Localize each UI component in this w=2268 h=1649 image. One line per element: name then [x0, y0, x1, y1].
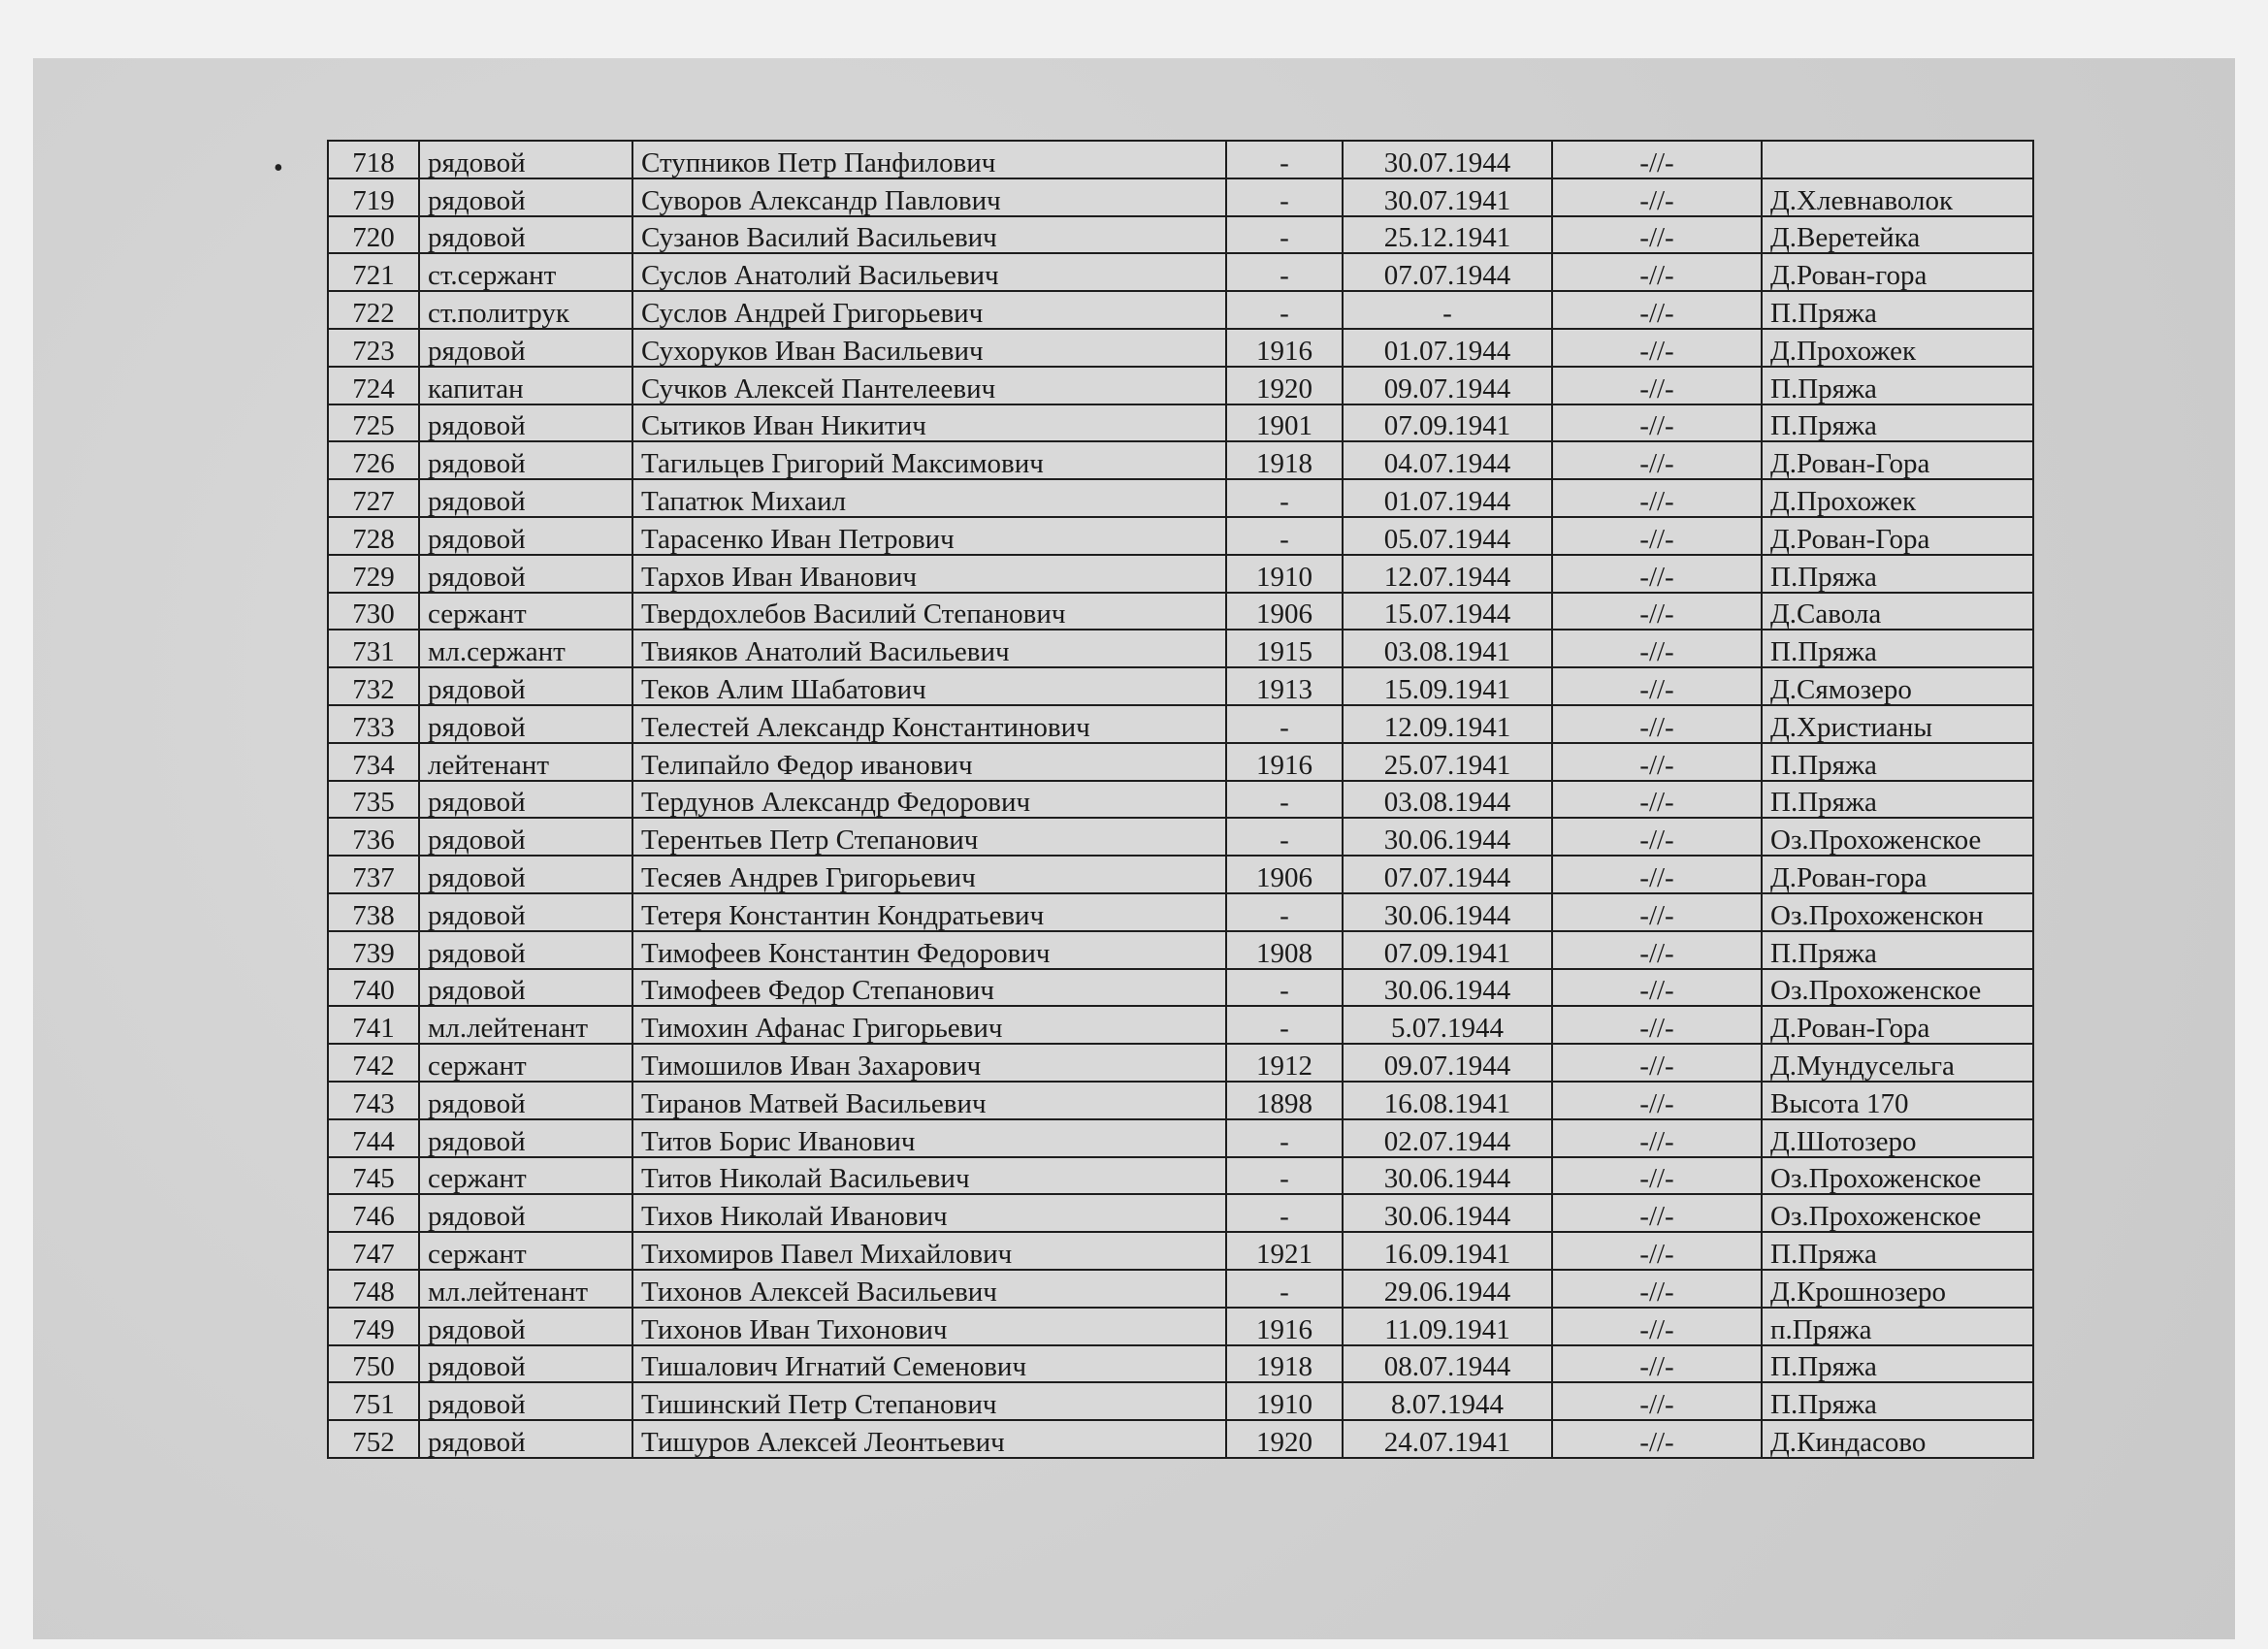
burial-mark-cell: -//- [1552, 517, 1762, 555]
death-date-cell: 30.06.1944 [1343, 1194, 1552, 1232]
row-number: 726 [328, 441, 419, 479]
burial-place-cell: Д.Сямозеро [1762, 667, 2033, 705]
death-date-cell: 16.08.1941 [1343, 1082, 1552, 1119]
burial-mark-cell: -//- [1552, 781, 1762, 819]
row-number: 745 [328, 1157, 419, 1195]
birth-year-cell: - [1226, 291, 1343, 329]
name-cell: Тимофеев Федор Степанович [632, 969, 1226, 1007]
name-cell: Терентьев Петр Степанович [632, 818, 1226, 856]
birth-year-cell: 1906 [1226, 593, 1343, 630]
burial-mark-cell: -//- [1552, 1345, 1762, 1383]
birth-year-cell: 1918 [1226, 441, 1343, 479]
birth-year-cell: 1910 [1226, 555, 1343, 593]
row-number: 722 [328, 291, 419, 329]
rank-cell: рядовой [419, 178, 632, 216]
burial-mark-cell: -//- [1552, 253, 1762, 291]
rank-cell: рядовой [419, 1082, 632, 1119]
margin-mark-icon: • [274, 153, 283, 183]
row-number: 727 [328, 479, 419, 517]
table-row [328, 743, 2033, 781]
death-date-cell: 30.06.1944 [1343, 818, 1552, 856]
burial-mark-cell: -//- [1552, 1270, 1762, 1308]
burial-mark-cell: -//- [1552, 291, 1762, 329]
name-cell: Тердунов Александр Федорович [632, 781, 1226, 819]
table-row [328, 291, 2033, 329]
death-date-cell: 25.07.1941 [1343, 743, 1552, 781]
burial-mark-cell: -//- [1552, 1157, 1762, 1195]
roster-table [327, 140, 2034, 1459]
table-row [328, 1420, 2033, 1458]
birth-year-cell: 1915 [1226, 630, 1343, 667]
rank-cell: капитан [419, 367, 632, 404]
name-cell: Телипайло Федор иванович [632, 743, 1226, 781]
name-cell: Тимофеев Константин Федорович [632, 931, 1226, 969]
birth-year-cell: - [1226, 893, 1343, 931]
rank-cell: рядовой [419, 517, 632, 555]
birth-year-cell: 1913 [1226, 667, 1343, 705]
rank-cell: мл.лейтенант [419, 1006, 632, 1044]
name-cell: Тиранов Матвей Васильевич [632, 1082, 1226, 1119]
rank-cell: рядовой [419, 1194, 632, 1232]
burial-place-cell: Д.Рован-гора [1762, 253, 2033, 291]
death-date-cell: 04.07.1944 [1343, 441, 1552, 479]
name-cell: Тархов Иван Иванович [632, 555, 1226, 593]
name-cell: Тимошилов Иван Захарович [632, 1044, 1226, 1082]
table-row [328, 404, 2033, 442]
burial-place-cell: П.Пряжа [1762, 555, 2033, 593]
table-row [328, 705, 2033, 743]
burial-mark-cell: -//- [1552, 667, 1762, 705]
name-cell: Тарасенко Иван Петрович [632, 517, 1226, 555]
name-cell: Суслов Андрей Григорьевич [632, 291, 1226, 329]
rank-cell: рядовой [419, 856, 632, 893]
burial-mark-cell: -//- [1552, 479, 1762, 517]
name-cell: Тихомиров Павел Михайлович [632, 1232, 1226, 1270]
burial-place-cell: П.Пряжа [1762, 404, 2033, 442]
name-cell: Титов Борис Иванович [632, 1119, 1226, 1157]
table-row [328, 479, 2033, 517]
table-row [328, 367, 2033, 404]
burial-mark-cell: -//- [1552, 1119, 1762, 1157]
burial-place-cell: П.Пряжа [1762, 291, 2033, 329]
table-row [328, 667, 2033, 705]
row-number: 752 [328, 1420, 419, 1458]
row-number: 738 [328, 893, 419, 931]
death-date-cell: 11.09.1941 [1343, 1308, 1552, 1345]
death-date-cell: 02.07.1944 [1343, 1119, 1552, 1157]
table-row [328, 517, 2033, 555]
name-cell: Тишуров Алексей Леонтьевич [632, 1420, 1226, 1458]
death-date-cell: 30.07.1941 [1343, 178, 1552, 216]
row-number: 743 [328, 1082, 419, 1119]
death-date-cell: 05.07.1944 [1343, 517, 1552, 555]
burial-place-cell: п.Пряжа [1762, 1308, 2033, 1345]
roster-body [328, 141, 2033, 1458]
burial-place-cell: Д.Прохожек [1762, 479, 2033, 517]
birth-year-cell: 1920 [1226, 367, 1343, 404]
burial-mark-cell: -//- [1552, 593, 1762, 630]
table-row [328, 969, 2033, 1007]
burial-place-cell: Оз.Прохоженское [1762, 1157, 2033, 1195]
burial-mark-cell: -//- [1552, 1044, 1762, 1082]
rank-cell: рядовой [419, 1308, 632, 1345]
burial-place-cell: Оз.Прохоженское [1762, 969, 2033, 1007]
table-row [328, 216, 2033, 254]
burial-mark-cell: -//- [1552, 1232, 1762, 1270]
row-number: 728 [328, 517, 419, 555]
birth-year-cell: - [1226, 1006, 1343, 1044]
burial-place-cell: П.Пряжа [1762, 931, 2033, 969]
death-date-cell: 15.07.1944 [1343, 593, 1552, 630]
burial-mark-cell: -//- [1552, 931, 1762, 969]
rank-cell: рядовой [419, 931, 632, 969]
row-number: 747 [328, 1232, 419, 1270]
birth-year-cell: 1920 [1226, 1420, 1343, 1458]
row-number: 733 [328, 705, 419, 743]
burial-mark-cell: -//- [1552, 1420, 1762, 1458]
table-row [328, 329, 2033, 367]
name-cell: Телестей Александр Константинович [632, 705, 1226, 743]
row-number: 739 [328, 931, 419, 969]
birth-year-cell: - [1226, 517, 1343, 555]
rank-cell: сержант [419, 593, 632, 630]
row-number: 736 [328, 818, 419, 856]
row-number: 750 [328, 1345, 419, 1383]
rank-cell: рядовой [419, 141, 632, 178]
row-number: 730 [328, 593, 419, 630]
burial-mark-cell: -//- [1552, 1382, 1762, 1420]
rank-cell: рядовой [419, 329, 632, 367]
birth-year-cell: 1916 [1226, 743, 1343, 781]
name-cell: Тихонов Алексей Васильевич [632, 1270, 1226, 1308]
burial-place-cell: Д.Веретейка [1762, 216, 2033, 254]
table-row [328, 1006, 2033, 1044]
burial-place-cell: Д.Рован-Гора [1762, 1006, 2033, 1044]
death-date-cell: 12.07.1944 [1343, 555, 1552, 593]
table-row [328, 630, 2033, 667]
row-number: 718 [328, 141, 419, 178]
death-date-cell: 12.09.1941 [1343, 705, 1552, 743]
table-row [328, 1232, 2033, 1270]
burial-mark-cell: -//- [1552, 893, 1762, 931]
death-date-cell: 24.07.1941 [1343, 1420, 1552, 1458]
name-cell: Сучков Алексей Пантелеевич [632, 367, 1226, 404]
death-date-cell: 08.07.1944 [1343, 1345, 1552, 1383]
burial-place-cell: Оз.Прохоженскон [1762, 893, 2033, 931]
name-cell: Ступников Петр Панфилович [632, 141, 1226, 178]
death-date-cell: 30.06.1944 [1343, 1157, 1552, 1195]
rank-cell: рядовой [419, 216, 632, 254]
death-date-cell: 07.09.1941 [1343, 404, 1552, 442]
burial-place-cell: Д.Христианы [1762, 705, 2033, 743]
row-number: 749 [328, 1308, 419, 1345]
burial-mark-cell: -//- [1552, 856, 1762, 893]
death-date-cell: 07.07.1944 [1343, 856, 1552, 893]
table-row [328, 593, 2033, 630]
table-row [328, 931, 2033, 969]
rank-cell: рядовой [419, 555, 632, 593]
birth-year-cell: 1916 [1226, 329, 1343, 367]
birth-year-cell: - [1226, 216, 1343, 254]
death-date-cell: 5.07.1944 [1343, 1006, 1552, 1044]
death-date-cell: 01.07.1944 [1343, 329, 1552, 367]
rank-cell: рядовой [419, 1382, 632, 1420]
table-row [328, 818, 2033, 856]
table-row [328, 1308, 2033, 1345]
name-cell: Тихов Николай Иванович [632, 1194, 1226, 1232]
rank-cell: сержант [419, 1157, 632, 1195]
burial-place-cell: П.Пряжа [1762, 367, 2033, 404]
row-number: 737 [328, 856, 419, 893]
row-number: 724 [328, 367, 419, 404]
rank-cell: рядовой [419, 667, 632, 705]
birth-year-cell: 1912 [1226, 1044, 1343, 1082]
burial-place-cell: Д.Мундусельга [1762, 1044, 2033, 1082]
burial-place-cell: Д.Шотозеро [1762, 1119, 2033, 1157]
row-number: 735 [328, 781, 419, 819]
row-number: 721 [328, 253, 419, 291]
name-cell: Тихонов Иван Тихонович [632, 1308, 1226, 1345]
rank-cell: сержант [419, 1044, 632, 1082]
table-row [328, 1157, 2033, 1195]
rank-cell: рядовой [419, 818, 632, 856]
burial-place-cell: Д.Савола [1762, 593, 2033, 630]
burial-mark-cell: -//- [1552, 404, 1762, 442]
row-number: 748 [328, 1270, 419, 1308]
table-row [328, 141, 2033, 178]
birth-year-cell: - [1226, 1194, 1343, 1232]
burial-mark-cell: -//- [1552, 555, 1762, 593]
death-date-cell: - [1343, 291, 1552, 329]
death-date-cell: 01.07.1944 [1343, 479, 1552, 517]
burial-place-cell: Д.Рован-Гора [1762, 517, 2033, 555]
table-row [328, 253, 2033, 291]
birth-year-cell: 1901 [1226, 404, 1343, 442]
burial-place-cell [1762, 141, 2033, 178]
row-number: 729 [328, 555, 419, 593]
table-row [328, 1270, 2033, 1308]
rank-cell: рядовой [419, 441, 632, 479]
name-cell: Суслов Анатолий Васильевич [632, 253, 1226, 291]
name-cell: Тетеря Константин Кондратьевич [632, 893, 1226, 931]
burial-mark-cell: -//- [1552, 1006, 1762, 1044]
burial-mark-cell: -//- [1552, 705, 1762, 743]
burial-mark-cell: -//- [1552, 141, 1762, 178]
birth-year-cell: 1898 [1226, 1082, 1343, 1119]
burial-place-cell: Д.Крошнозеро [1762, 1270, 2033, 1308]
birth-year-cell: - [1226, 253, 1343, 291]
death-date-cell: 15.09.1941 [1343, 667, 1552, 705]
burial-place-cell: П.Пряжа [1762, 1232, 2033, 1270]
birth-year-cell: 1921 [1226, 1232, 1343, 1270]
name-cell: Тимохин Афанас Григорьевич [632, 1006, 1226, 1044]
row-number: 725 [328, 404, 419, 442]
row-number: 744 [328, 1119, 419, 1157]
birth-year-cell: - [1226, 705, 1343, 743]
table-row [328, 178, 2033, 216]
rank-cell: рядовой [419, 705, 632, 743]
rank-cell: ст.сержант [419, 253, 632, 291]
name-cell: Твияков Анатолий Васильевич [632, 630, 1226, 667]
row-number: 740 [328, 969, 419, 1007]
birth-year-cell: 1918 [1226, 1345, 1343, 1383]
burial-place-cell: Д.Прохожек [1762, 329, 2033, 367]
burial-mark-cell: -//- [1552, 178, 1762, 216]
rank-cell: сержант [419, 1232, 632, 1270]
rank-cell: рядовой [419, 1345, 632, 1383]
death-date-cell: 09.07.1944 [1343, 367, 1552, 404]
burial-place-cell: П.Пряжа [1762, 743, 2033, 781]
table-row [328, 1119, 2033, 1157]
burial-place-cell: Д.Киндасово [1762, 1420, 2033, 1458]
death-date-cell: 30.07.1944 [1343, 141, 1552, 178]
row-number: 741 [328, 1006, 419, 1044]
death-date-cell: 30.06.1944 [1343, 893, 1552, 931]
rank-cell: рядовой [419, 1420, 632, 1458]
row-number: 723 [328, 329, 419, 367]
death-date-cell: 16.09.1941 [1343, 1232, 1552, 1270]
birth-year-cell: - [1226, 1270, 1343, 1308]
burial-mark-cell: -//- [1552, 367, 1762, 404]
rank-cell: лейтенант [419, 743, 632, 781]
birth-year-cell: - [1226, 1119, 1343, 1157]
burial-place-cell: Д.Хлевнаволок [1762, 178, 2033, 216]
birth-year-cell: - [1226, 781, 1343, 819]
rank-cell: рядовой [419, 781, 632, 819]
birth-year-cell: - [1226, 178, 1343, 216]
burial-place-cell: П.Пряжа [1762, 1345, 2033, 1383]
table-row [328, 1044, 2033, 1082]
name-cell: Сухоруков Иван Васильевич [632, 329, 1226, 367]
row-number: 719 [328, 178, 419, 216]
table-row [328, 555, 2033, 593]
death-date-cell: 07.07.1944 [1343, 253, 1552, 291]
row-number: 732 [328, 667, 419, 705]
burial-place-cell: Оз.Прохоженское [1762, 1194, 2033, 1232]
row-number: 746 [328, 1194, 419, 1232]
rank-cell: ст.политрук [419, 291, 632, 329]
death-date-cell: 29.06.1944 [1343, 1270, 1552, 1308]
name-cell: Тагильцев Григорий Максимович [632, 441, 1226, 479]
name-cell: Сузанов Василий Васильевич [632, 216, 1226, 254]
table-row [328, 893, 2033, 931]
row-number: 734 [328, 743, 419, 781]
death-date-cell: 09.07.1944 [1343, 1044, 1552, 1082]
burial-mark-cell: -//- [1552, 329, 1762, 367]
table-row [328, 1382, 2033, 1420]
rank-cell: рядовой [419, 893, 632, 931]
name-cell: Тишалович Игнатий Семенович [632, 1345, 1226, 1383]
burial-place-cell: П.Пряжа [1762, 630, 2033, 667]
death-date-cell: 03.08.1944 [1343, 781, 1552, 819]
name-cell: Теков Алим Шабатович [632, 667, 1226, 705]
rank-cell: рядовой [419, 479, 632, 517]
table-row [328, 1082, 2033, 1119]
name-cell: Твердохлебов Василий Степанович [632, 593, 1226, 630]
burial-mark-cell: -//- [1552, 441, 1762, 479]
birth-year-cell: 1906 [1226, 856, 1343, 893]
burial-mark-cell: -//- [1552, 818, 1762, 856]
name-cell: Суворов Александр Павлович [632, 178, 1226, 216]
burial-mark-cell: -//- [1552, 216, 1762, 254]
table-row [328, 856, 2033, 893]
burial-mark-cell: -//- [1552, 630, 1762, 667]
table-row [328, 1345, 2033, 1383]
death-date-cell: 25.12.1941 [1343, 216, 1552, 254]
table-row [328, 441, 2033, 479]
burial-place-cell: Д.Рован-Гора [1762, 441, 2033, 479]
birth-year-cell: - [1226, 479, 1343, 517]
rank-cell: мл.лейтенант [419, 1270, 632, 1308]
birth-year-cell: - [1226, 141, 1343, 178]
table-row [328, 781, 2033, 819]
burial-mark-cell: -//- [1552, 1082, 1762, 1119]
rank-cell: рядовой [419, 404, 632, 442]
burial-place-cell: П.Пряжа [1762, 1382, 2033, 1420]
burial-place-cell: Высота 170 [1762, 1082, 2033, 1119]
burial-mark-cell: -//- [1552, 1308, 1762, 1345]
name-cell: Сытиков Иван Никитич [632, 404, 1226, 442]
death-date-cell: 30.06.1944 [1343, 969, 1552, 1007]
row-number: 751 [328, 1382, 419, 1420]
table-row [328, 1194, 2033, 1232]
birth-year-cell: 1908 [1226, 931, 1343, 969]
burial-mark-cell: -//- [1552, 743, 1762, 781]
rank-cell: рядовой [419, 1119, 632, 1157]
rank-cell: мл.сержант [419, 630, 632, 667]
birth-year-cell: - [1226, 1157, 1343, 1195]
name-cell: Титов Николай Васильевич [632, 1157, 1226, 1195]
birth-year-cell: - [1226, 969, 1343, 1007]
row-number: 731 [328, 630, 419, 667]
burial-mark-cell: -//- [1552, 1194, 1762, 1232]
death-date-cell: 8.07.1944 [1343, 1382, 1552, 1420]
burial-place-cell: Д.Рован-гора [1762, 856, 2033, 893]
name-cell: Тапатюк Михаил [632, 479, 1226, 517]
name-cell: Тишинский Петр Степанович [632, 1382, 1226, 1420]
death-date-cell: 03.08.1941 [1343, 630, 1552, 667]
row-number: 720 [328, 216, 419, 254]
row-number: 742 [328, 1044, 419, 1082]
birth-year-cell: - [1226, 818, 1343, 856]
death-date-cell: 07.09.1941 [1343, 931, 1552, 969]
burial-place-cell: П.Пряжа [1762, 781, 2033, 819]
birth-year-cell: 1910 [1226, 1382, 1343, 1420]
burial-mark-cell: -//- [1552, 969, 1762, 1007]
rank-cell: рядовой [419, 969, 632, 1007]
name-cell: Тесяев Андрев Григорьевич [632, 856, 1226, 893]
birth-year-cell: 1916 [1226, 1308, 1343, 1345]
burial-place-cell: Оз.Прохоженское [1762, 818, 2033, 856]
